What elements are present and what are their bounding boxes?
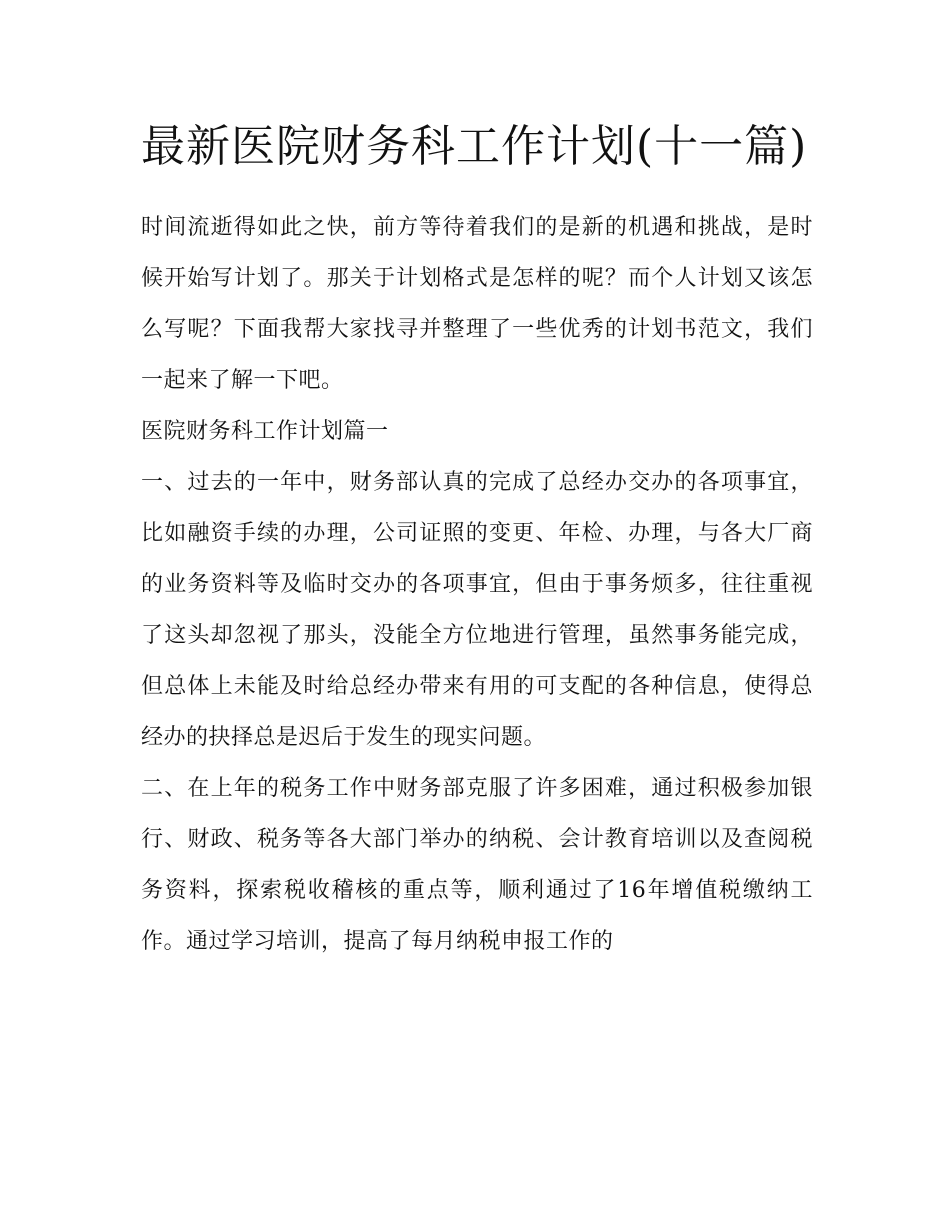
intro-paragraph: 时间流逝得如此之快，前方等待着我们的是新的机遇和挑战，是时候开始写计划了。那关于计划格式是怎样的呢？而个人计划又该怎么写呢？下面我帮大家找寻并整理了一些优秀的计划书范文，我们一起来了解一下吧。 <box>141 215 813 393</box>
section-heading: 医院财务科工作计划篇一 <box>141 419 389 444</box>
body-paragraph-2: 二、在上年的税务工作中财务部克服了许多困难，通过积极参加银行、财政、税务等各大部门举办的纳税、会计教育培训以及查阅税务资料，探索税收稽核的重点等，顺利通过了16年增值税缴纳工作。通过学习培训，提高了每月纳税申报工作的 <box>141 776 813 954</box>
body-paragraph-1: 一、过去的一年中，财务部认真的完成了总经办交办的各项事宜，比如融资手续的办理，公司证照的变更、年检、办理，与各大厂商的业务资料等及临时交办的各项事宜，但由于事务烦多，往往重视了这头却忽视了那头，没能全方位地进行管理，虽然事务能完成，但总体上未能及时给总经办带来有用的可支配的各种信息，使得总经办的抉择总是迟后于发生的现实问题。 <box>141 470 813 750</box>
document-body <box>141 112 813 967</box>
document-title: 最新医院财务科工作计划(十一篇) <box>141 121 808 172</box>
